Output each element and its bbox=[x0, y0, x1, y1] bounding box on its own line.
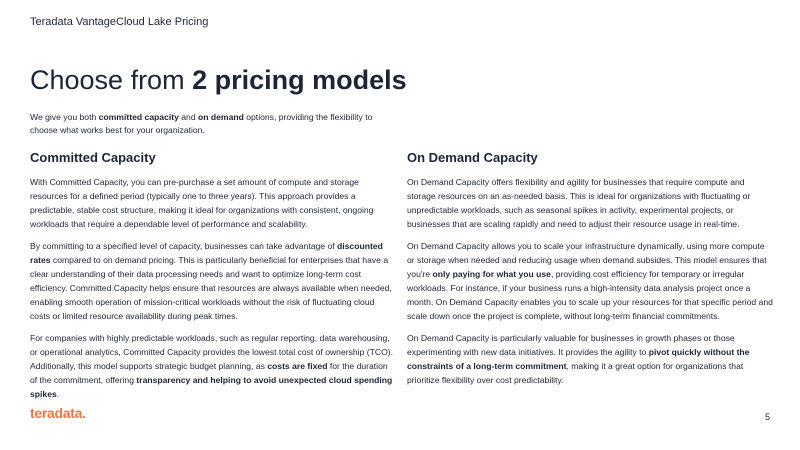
intro-text: We give you both bbox=[30, 112, 99, 122]
paragraph-text: , providing cost efficiency for temporary or irregular workloads. For instance, if your business runs a high-intensity data analysis project once a month, On Demand Capacity enables you to scale up your resources for that specific period and scale down once the project is complete, without long-term financial commitments. bbox=[407, 269, 773, 321]
committed-paragraph-3 bbox=[30, 331, 396, 401]
page-title-lead: Choose from bbox=[30, 65, 193, 95]
intro-text: options, providing the flexibility to choose what works best for your organization. bbox=[30, 112, 373, 135]
intro-paragraph bbox=[30, 111, 400, 137]
committed-capacity-section bbox=[30, 150, 396, 409]
intro-emphasis: on demand bbox=[198, 112, 244, 122]
paragraph-text: compared to on demand pricing. This is particularly beneficial for enterprises that have a clear understanding of their data processing needs and want to optimize long-term cost efficiency. Committed Capacity helps ensure that resources are always available when needed, enabling smooth operation of mission-critical workloads without the risk of fluctuating cloud costs or limited resource availability during peak times. bbox=[30, 255, 392, 321]
intro-text: and bbox=[178, 112, 199, 122]
on-demand-capacity-section bbox=[407, 150, 773, 395]
paragraph-emphasis: discounted rates bbox=[30, 241, 383, 265]
intro-emphasis: committed capacity bbox=[98, 112, 179, 122]
committed-paragraph-2 bbox=[30, 239, 396, 323]
page-title bbox=[30, 64, 407, 96]
paragraph-text: , making it a great option for organizations that prioritize flexibility over cost predictability. bbox=[407, 361, 744, 385]
paragraph-text: . bbox=[56, 389, 60, 399]
paragraph-text: On Demand Capacity allows you to scale your infrastructure dynamically, using more compute or storage when needed and reducing usage when demand subsides. This model ensures that you're bbox=[407, 241, 767, 279]
document-header: Teradata VantageCloud Lake Pricing bbox=[30, 16, 209, 28]
paragraph-emphasis: only paying for what you use bbox=[432, 269, 551, 279]
paragraph-text: For companies with highly predictable workloads, such as regular reporting, data warehousing, or operational analytics, Committed Capacity provides the lowest total cost of ownership (TCO). Additionally, this model supports strategic budget planning, as bbox=[30, 333, 394, 371]
paragraph-emphasis: costs are fixed bbox=[267, 361, 328, 371]
page-title-emphasis: 2 pricing models bbox=[192, 65, 407, 95]
paragraph-emphasis: transparency and helping to avoid unexpected cloud spending spikes bbox=[30, 375, 393, 399]
page-number: 5 bbox=[764, 412, 770, 422]
paragraph-text: By committing to a specified level of capacity, businesses can take advantage of bbox=[30, 241, 337, 251]
paragraph-emphasis: pivot quickly without the constraints of a long-term commitment bbox=[407, 347, 750, 371]
on-demand-capacity-heading: On Demand Capacity bbox=[407, 150, 538, 165]
on-demand-paragraph-2 bbox=[407, 239, 773, 323]
on-demand-paragraph-1: On Demand Capacity offers flexibility and agility for businesses that require compute and storage resources on an as-needed basis. This is ideal for organizations with fluctuating or unpredictable workloads, such as seasonal spikes in activity, experimental projects, or businesses that are scaling rapidly and need to adjust their resource usage in real-time. bbox=[407, 177, 751, 229]
committed-capacity-heading: Committed Capacity bbox=[30, 150, 156, 165]
paragraph-text: for the duration of the commitment, offering bbox=[30, 361, 388, 385]
paragraph-text: On Demand Capacity is particularly valuable for businesses in growth phases or those experimenting with new data initiatives. It provides the agility to bbox=[407, 333, 735, 357]
teradata-logo: teradata. bbox=[30, 405, 86, 421]
on-demand-paragraph-3 bbox=[407, 331, 773, 387]
committed-paragraph-1: With Committed Capacity, you can pre-purchase a set amount of compute and storage resources for a defined period (typically one to three years). This approach provides a predictable, stable cost structure, making it ideal for organizations with consistent, ongoing workloads that require a dependable level of performance and scalability. bbox=[30, 177, 374, 229]
